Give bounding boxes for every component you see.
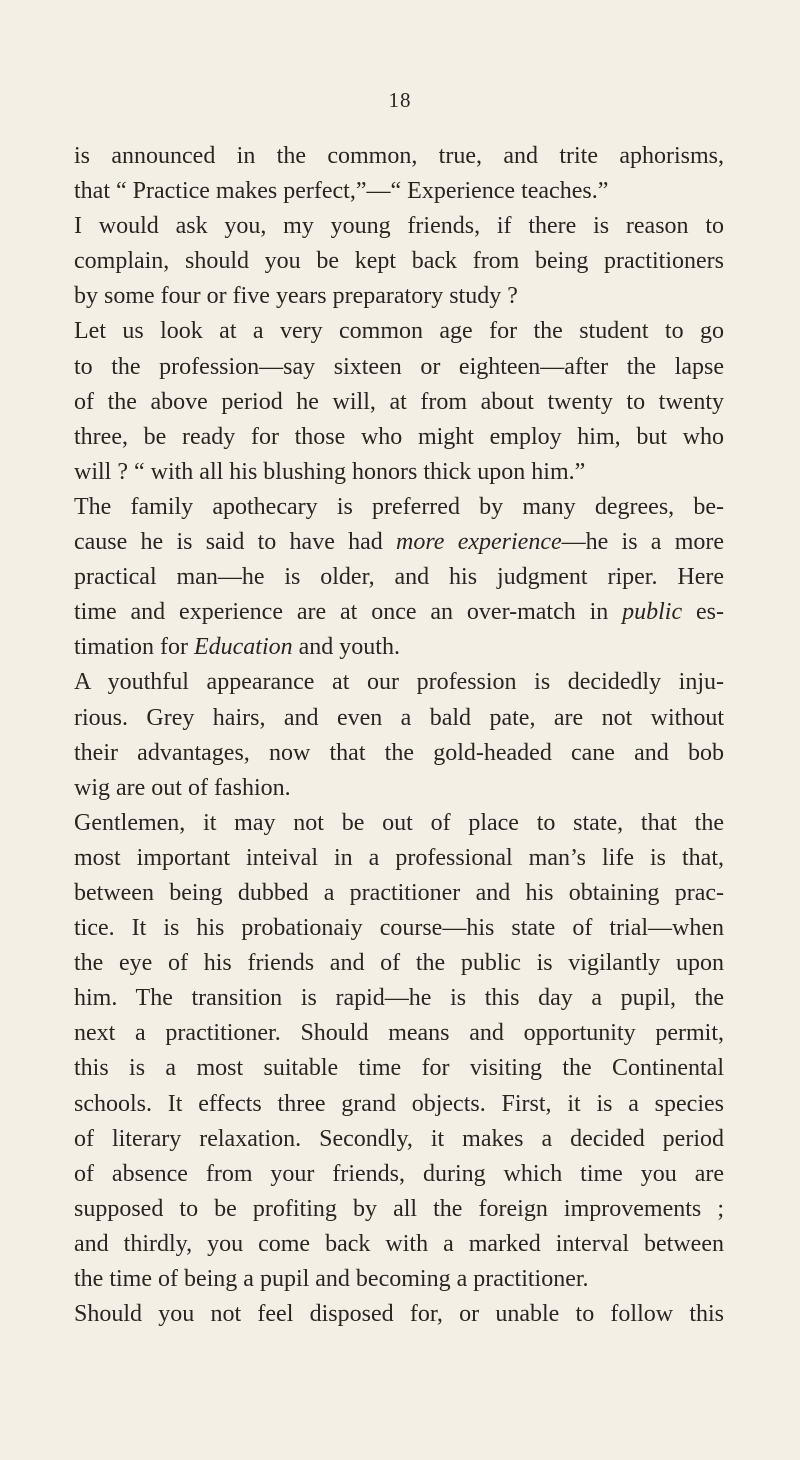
page-number: 18	[388, 88, 412, 112]
text-line: Should you not feel disposed for, or unable to follow this	[74, 1301, 724, 1328]
italic-text: Education	[193, 634, 293, 661]
text-line: complain, should you be kept back from being practitioners	[74, 248, 724, 275]
italic-text: public	[622, 599, 683, 626]
text-line	[74, 630, 724, 665]
text-segment: and youth.	[292, 634, 400, 661]
text-line: of absence from your friends, during which time you are	[74, 1160, 724, 1187]
text-line: I would ask you, my young friends, if there is reason to	[74, 213, 724, 240]
text-segment: —he is a more	[561, 529, 725, 556]
text-line: wig are out of fashion.	[74, 774, 291, 801]
text-line: this is a most suitable time for visiting the Continental	[74, 1055, 724, 1082]
text-line: Let us look at a very common age for the student to go	[74, 318, 724, 345]
text-line: to the profession—say sixteen or eighteen—after the lapse	[74, 353, 724, 380]
text-line: and thirdly, you come back with a marked interval between	[74, 1230, 724, 1257]
text-line: practical man—he is older, and his judgment riper. Here	[74, 564, 724, 591]
text-line: The family apothecary is preferred by many degrees, be-	[74, 493, 724, 520]
text-line: the time of being a pupil and becoming a practitioner.	[74, 1266, 589, 1292]
text-line: most important inteival in a professional man’s life is that,	[74, 844, 724, 871]
text-line: next a practitioner. Should means and opportunity permit,	[74, 1020, 724, 1047]
text-line: him. The transition is rapid—he is this day a pupil, the	[74, 985, 724, 1012]
text-line: Gentlemen, it may not be out of place to state, that the	[74, 809, 724, 836]
text-line: between being dubbed a practitioner and his obtaining prac-	[74, 879, 724, 906]
body-text	[74, 139, 724, 1332]
text-line: of the above period he will, at from about twenty to twenty	[74, 388, 724, 415]
italic-text: more experience	[396, 529, 562, 556]
text-line: A youthful appearance at our profession is decidedly inju-	[74, 669, 724, 696]
text-line: of literary relaxation. Secondly, it makes a decided period	[74, 1125, 724, 1152]
text-line: by some four or five years preparatory study ?	[74, 283, 518, 310]
text-segment: es-	[682, 599, 724, 626]
text-line: rious. Grey hairs, and even a bald pate, are not without	[74, 704, 724, 731]
text-line: supposed to be profiting by all the foreign improvements ;	[74, 1195, 724, 1222]
text-line: schools. It effects three grand objects. First, it is a species	[74, 1090, 724, 1117]
text-line: three, be ready for those who might employ him, but who	[74, 423, 724, 450]
text-line	[74, 525, 724, 560]
text-line: is announced in the common, true, and trite aphorisms,	[74, 143, 724, 169]
text-line: tice. It is his probationaiy course—his state of trial—when	[74, 915, 724, 942]
text-line: their advantages, now that the gold-headed cane and bob	[74, 739, 724, 766]
text-line: will ? “ with all his blushing honors thick upon him.”	[74, 458, 586, 485]
text-segment: timation for	[74, 634, 194, 661]
text-line: the eye of his friends and of the public is vigilantly upon	[74, 950, 724, 977]
text-segment: time and experience are at once an over-match in	[74, 599, 623, 626]
text-line	[74, 595, 724, 630]
text-line: that “ Practice makes perfect,”—“ Experience teaches.”	[74, 178, 609, 205]
text-segment: cause he is said to have had	[74, 529, 397, 556]
